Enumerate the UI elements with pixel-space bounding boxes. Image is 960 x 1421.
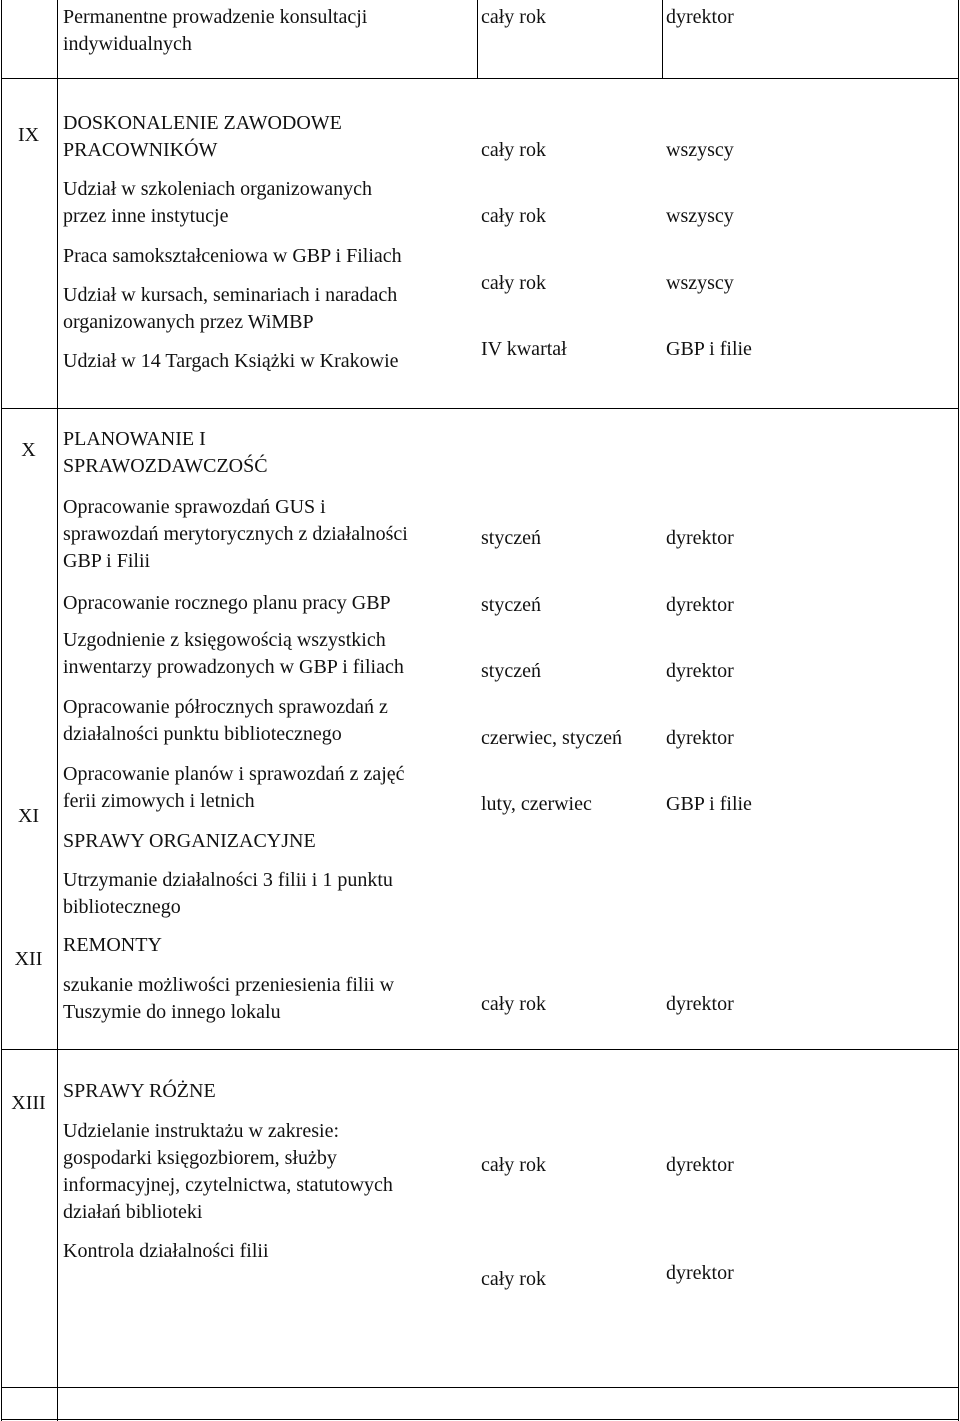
task-consultations: Permanentne prowadzenie konsultacji indywidualnych <box>63 6 368 55</box>
term-x-2: styczeń <box>481 594 541 616</box>
border-left <box>1 0 2 1421</box>
term-xii-1: cały rok <box>481 993 546 1015</box>
section-number-xiii: XIII <box>11 1092 46 1114</box>
section-heading-ix: DOSKONALENIE ZAWODOWE PRACOWNIKÓW <box>63 112 342 161</box>
task-x-4: Opracowanie półrocznych sprawozdań z działalności punktu bibliotecznego <box>63 696 388 745</box>
border-right <box>958 0 959 1421</box>
task-ix-1: Udział w szkoleniach organizowanych przez inne instytucje <box>63 178 372 227</box>
row-line-1 <box>1 78 959 79</box>
row-line-3 <box>1 1049 959 1050</box>
resp-x-3: dyrektor <box>666 660 734 682</box>
resp-xiii-1: dyrektor <box>666 1154 734 1176</box>
resp-x-2: dyrektor <box>666 594 734 616</box>
task-x-3: Uzgodnienie z księgowością wszystkich inwentarzy prowadzonych w GBP i filiach <box>63 629 404 678</box>
term-x-4: czerwiec, styczeń <box>481 727 623 749</box>
term-consultations: cały rok <box>481 6 546 28</box>
task-x-5: Opracowanie planów i sprawozdań z zajęć ferii zimowych i letnich <box>63 763 405 812</box>
task-ix-2: Praca samokształceniowa w GBP i Filiach <box>63 245 402 267</box>
resp-xii-1: dyrektor <box>666 993 734 1015</box>
term-x-1: styczeń <box>481 527 541 549</box>
task-ix-4: Udział w 14 Targach Książki w Krakowie <box>63 350 399 372</box>
term-ix-4: IV kwartał <box>481 338 567 360</box>
term-x-5: luty, czerwiec <box>481 793 592 815</box>
term-ix-1: cały rok <box>481 139 546 161</box>
task-x-2: Opracowanie rocznego planu pracy GBP <box>63 592 391 614</box>
row-line-4 <box>1 1387 959 1388</box>
border-col1 <box>57 0 58 1421</box>
row-line-2 <box>1 408 959 409</box>
term-xiii-2: cały rok <box>481 1268 546 1290</box>
resp-ix-4: GBP i filie <box>666 338 752 360</box>
task-ix-3: Udział w kursach, seminariach i naradach organizowanych przez WiMBP <box>63 284 398 333</box>
task-xiii-2: Kontrola działalności filii <box>63 1240 269 1262</box>
resp-ix-1: wszyscy <box>666 139 734 161</box>
border-col2 <box>477 0 478 78</box>
section-heading-xii: REMONTY <box>63 934 162 956</box>
task-x-1: Opracowanie sprawozdań GUS i sprawozdań merytorycznych z działalności GBP i Filii <box>63 496 408 572</box>
row-line-5 <box>1 1419 959 1420</box>
resp-x-4: dyrektor <box>666 727 734 749</box>
resp-xiii-2: dyrektor <box>666 1262 734 1284</box>
resp-ix-3: wszyscy <box>666 272 734 294</box>
term-ix-3: cały rok <box>481 272 546 294</box>
term-xiii-1: cały rok <box>481 1154 546 1176</box>
task-xii-1: szukanie możliwości przeniesienia filii w Tuszymie do innego lokalu <box>63 974 395 1023</box>
section-number-x: X <box>21 439 36 461</box>
task-xiii-1: Udzielanie instruktażu w zakresie: gospodarki księgozbiorem, służby informacyjnej, czytelnictwa, statutowych działań biblioteki <box>63 1120 393 1223</box>
section-number-ix: IX <box>17 124 40 146</box>
section-number-xi: XI <box>17 805 40 827</box>
section-heading-xiii: SPRAWY RÓŻNE <box>63 1080 216 1102</box>
resp-consultations: dyrektor <box>666 6 734 28</box>
section-number-xii: XII <box>14 948 43 970</box>
section-heading-xi: SPRAWY ORGANIZACYJNE <box>63 830 316 852</box>
term-x-3: styczeń <box>481 660 541 682</box>
task-xi-1: Utrzymanie działalności 3 filii i 1 punktu bibliotecznego <box>63 869 393 918</box>
resp-ix-2: wszyscy <box>666 205 734 227</box>
term-ix-2: cały rok <box>481 205 546 227</box>
resp-x-1: dyrektor <box>666 527 734 549</box>
section-heading-x: PLANOWANIE I SPRAWOZDAWCZOŚĆ <box>63 428 268 477</box>
resp-x-5: GBP i filie <box>666 793 752 815</box>
